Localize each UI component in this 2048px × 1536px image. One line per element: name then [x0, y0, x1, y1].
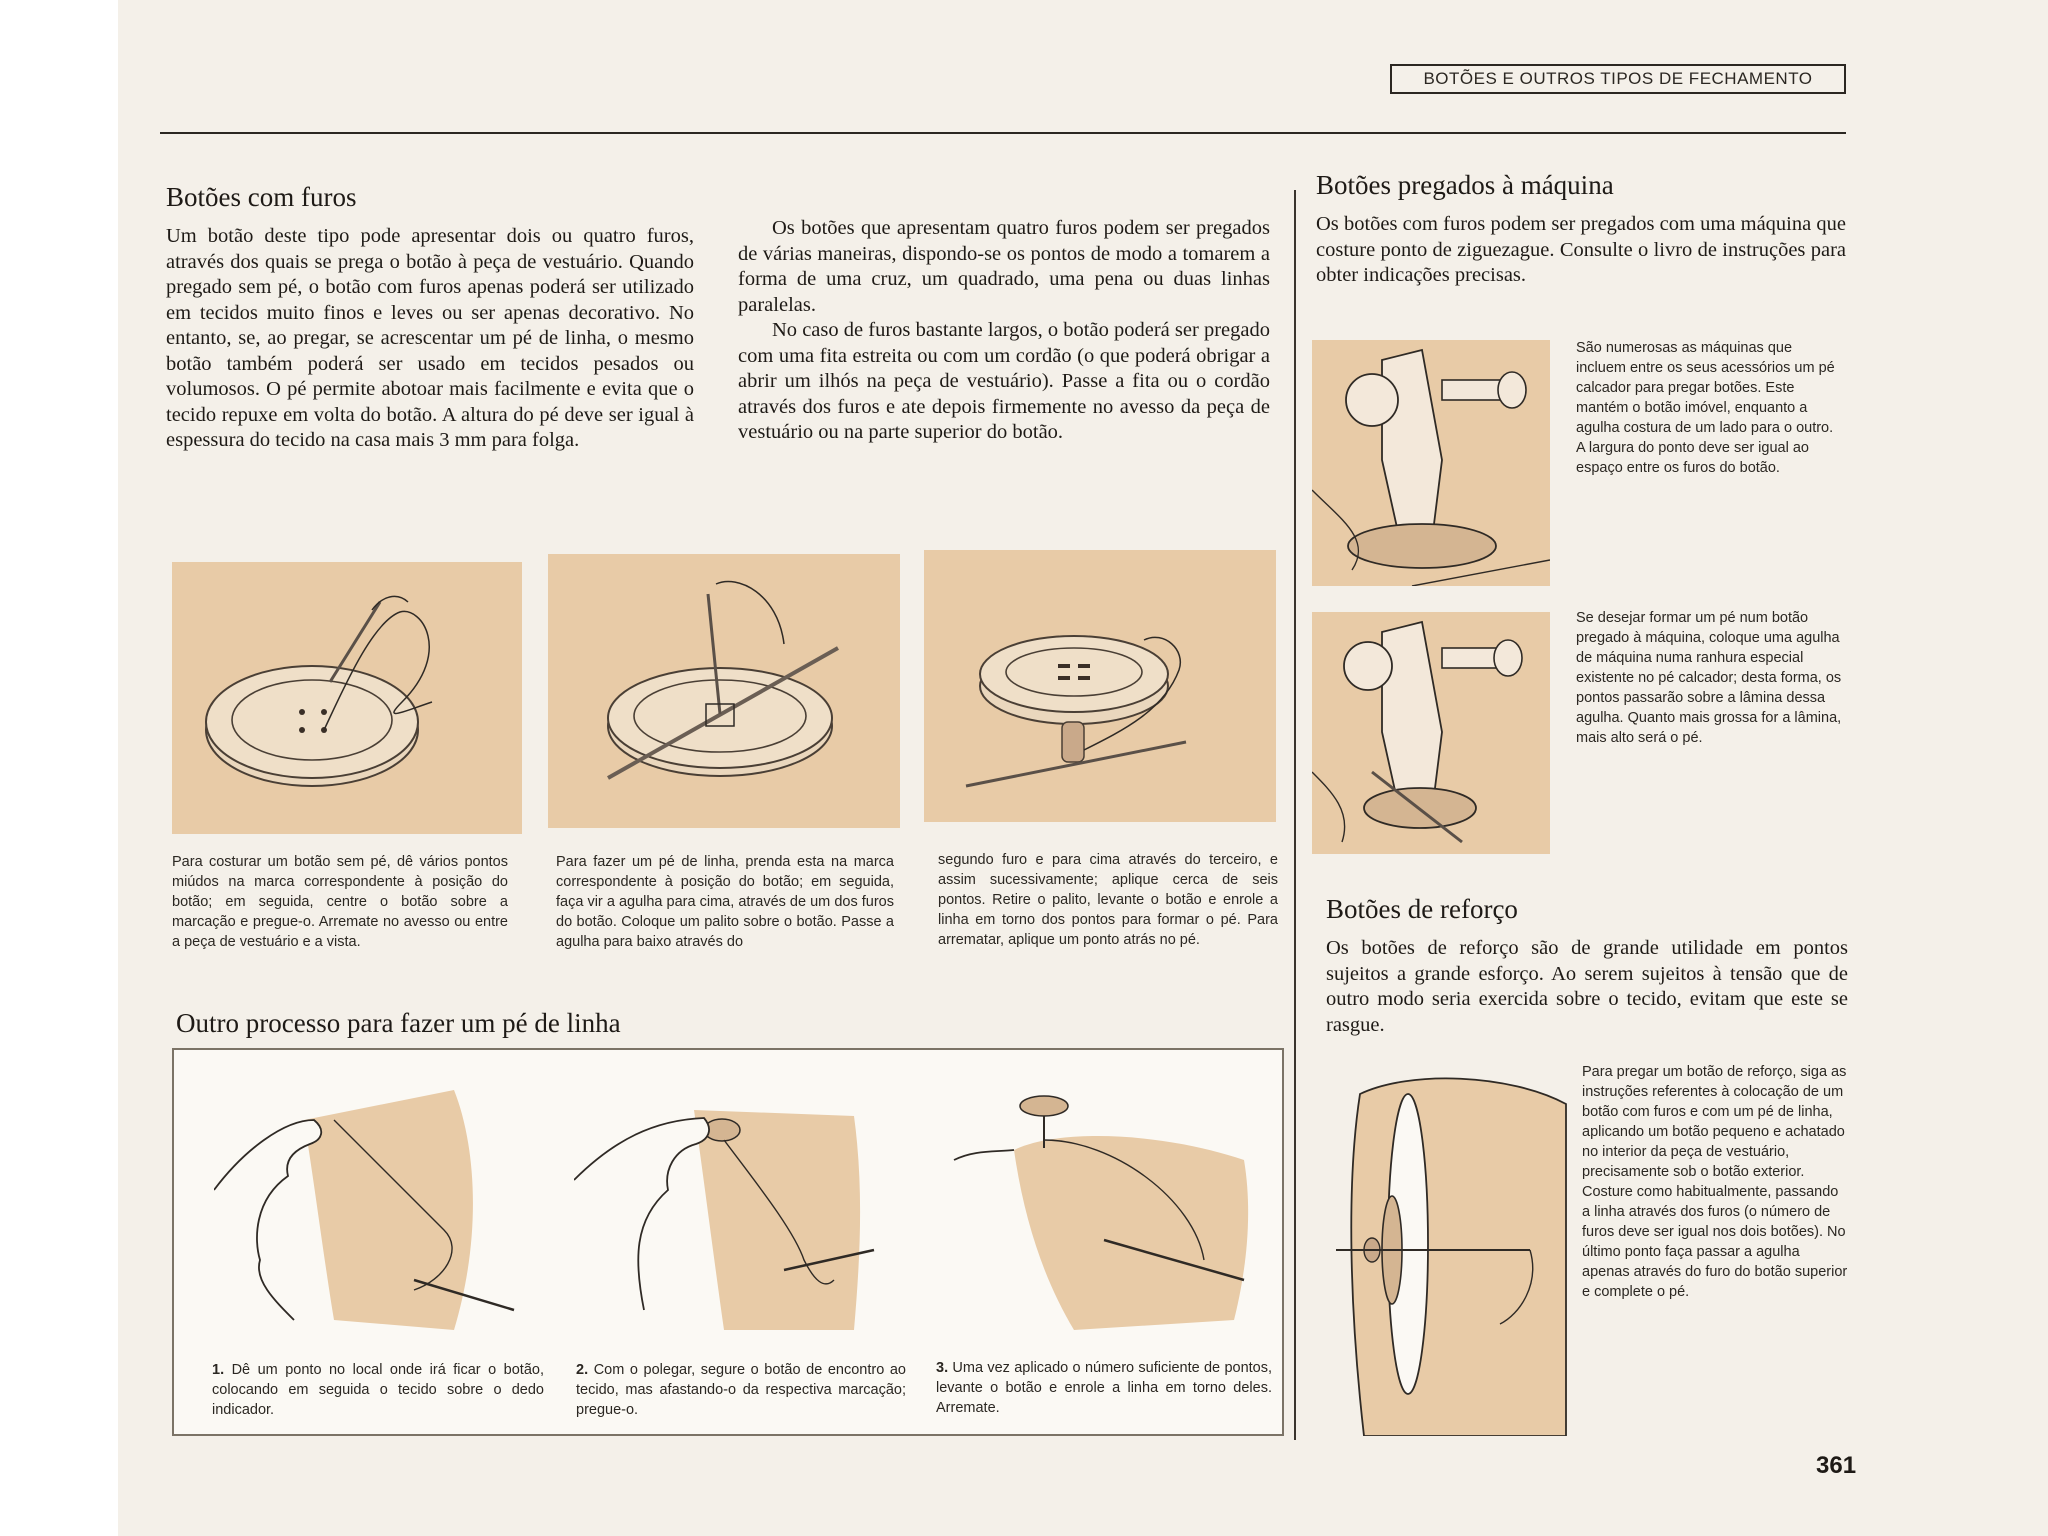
illustration-machine-foot-1	[1312, 340, 1550, 586]
header-rule	[160, 132, 1846, 134]
caption-reinforcement: Para pregar um botão de reforço, siga as instruções referentes à colocação de um botão com furos e com um pé de linha, aplicando um botão pequeno e achatado no interior da peça de vestuário, precisamente sob o botão exterior. Costure como habitualmente, passando a linha através dos furos (o número de furos deve ser igual nos dois botões). No último ponto faça passar a agulha apenas através do furo do botão superior e complete o pé.	[1582, 1064, 1848, 1300]
illustration-button-no-shank	[172, 562, 522, 834]
caption-illustration-3: segundo furo e para cima através do terceiro, e assim sucessivamente; aplique cerca de seis pontos. Retire o palito, levante o botão e enrole a linha em torno dos pontos para formar o pé. Para arrematar, aplique um ponto atrás no pé.	[938, 852, 1278, 948]
body-paragraph: Os botões de reforço são de grande utilidade em pontos sujeitos a grande esforço. Ao serem sujeitos à tensão que de outro modo seria exercida sobre o tecido, evitam que este se rasgue.	[1326, 937, 1848, 1036]
step-number: 3.	[936, 1360, 949, 1376]
body-column-2	[738, 216, 1270, 446]
illustration-step-2	[574, 1080, 904, 1340]
section-title-outro-processo: Outro processo para fazer um pé de linha	[176, 1008, 621, 1038]
step-text: Com o polegar, segure o botão de encontro ao tecido, mas afastando-o da respectiva marcação; pregue-o.	[576, 1362, 906, 1418]
caption-step-1	[212, 1360, 544, 1420]
caption-step-2	[576, 1360, 906, 1420]
section-title-botoes-maquina: Botões pregados à máquina	[1316, 170, 1614, 200]
caption-illustration-2: Para fazer um pé de linha, prenda esta na marca correspondente à posição do botão; em seguida, faça vir a agulha para cima, através de um dos furos do botão. Coloque um palito sobre o botão. Passe a agulha para baixo através do	[556, 854, 894, 950]
caption-machine-2: Se desejar formar um pé num botão pregado à máquina, coloque uma agulha de máquina numa ranhura especial existente no pé calcador; desta forma, os pontos passarão sobre a lâmina dessa agulha. Quanto mais grossa for a lâmina, mais alto será o pé.	[1576, 610, 1842, 746]
body-column-1	[166, 224, 694, 454]
step-text: Uma vez aplicado o número suficiente de pontos, levante o botão e enrole a linha em torno deles. Arremate.	[936, 1360, 1273, 1416]
section-title-botoes-reforco: Botões de reforço	[1326, 894, 1518, 924]
step-number: 2.	[576, 1362, 589, 1378]
illustration-button-toothpick	[548, 554, 900, 828]
body-paragraph: Os botões com furos podem ser pregados com uma máquina que costure ponto de ziguezague. Consulte o livro de instruções para obter indicações precisas.	[1316, 213, 1846, 286]
caption-step-3	[936, 1358, 1272, 1418]
body-paragraph: Os botões que apresentam quatro furos podem ser pregados de várias maneiras, dispondo-se os pontos de modo a tomarem a forma de uma cruz, um quadrado, uma pena ou duas linhas paralelas.	[738, 217, 1270, 316]
body-paragraph: No caso de furos bastante largos, o botão poderá ser pregado com uma fita estreita ou com um cordão (o que poderá obrigar a abrir um ilhós na peça de vestuário). Passe a fita ou o cordão através dos furos e ate depois firmemente no avesso da peça de vestuário ou na parte superior do botão.	[738, 319, 1270, 443]
page-number: 361	[1816, 1452, 1857, 1479]
caption-illustration-1: Para costurar um botão sem pé, dê vários pontos miúdos na marca correspondente à posição do botão; em seguida, centre o botão sobre a marcação e pregue-o. Arremate no avesso ou entre a peça de vestuário e a vista.	[172, 854, 508, 950]
illustration-reinforcement-button	[1330, 1064, 1570, 1436]
illustration-step-1	[214, 1080, 544, 1340]
reinforce-body	[1326, 936, 1848, 1038]
caption-machine-1: São numerosas as máquinas que incluem entre os seus acessórios um pé calcador para pregar botões. Este mantém o botão imóvel, enquanto a agulha costura de um lado para o outro. A largura do ponto deve ser igual ao espaço entre os furos do botão.	[1576, 340, 1835, 476]
machine-body	[1316, 212, 1846, 289]
illustration-button-shank-wrap	[924, 550, 1276, 822]
step-text: Dê um ponto no local onde irá ficar o botão, colocando em seguida o tecido sobre o dedo indicador.	[212, 1362, 544, 1418]
column-divider	[1294, 190, 1296, 1440]
body-paragraph: Um botão deste tipo pode apresentar dois ou quatro furos, através dos quais se prega o botão à peça de vestuário. Quando pregado sem pé, o botão com furos apenas poderá ser utilizado em tecidos muito finos e leves ou ser apenas decorativo. No entanto, se, ao pregar, se acrescentar um pé de linha, o mesmo botão também poderá ser usado em tecidos pesados ou volumosos. O pé permite abotoar mais facilmente e evita que o tecido repuxe em volta do botão. A altura do pé deve ser igual à espessura do tecido na casa mais 3 mm para folga.	[166, 225, 694, 451]
illustration-machine-foot-2	[1312, 612, 1550, 854]
running-head: BOTÕES E OUTROS TIPOS DE FECHAMENTO	[1390, 64, 1846, 94]
step-number: 1.	[212, 1362, 225, 1378]
illustration-step-3	[934, 1080, 1264, 1340]
section-title-botoes-com-furos: Botões com furos	[166, 182, 357, 212]
